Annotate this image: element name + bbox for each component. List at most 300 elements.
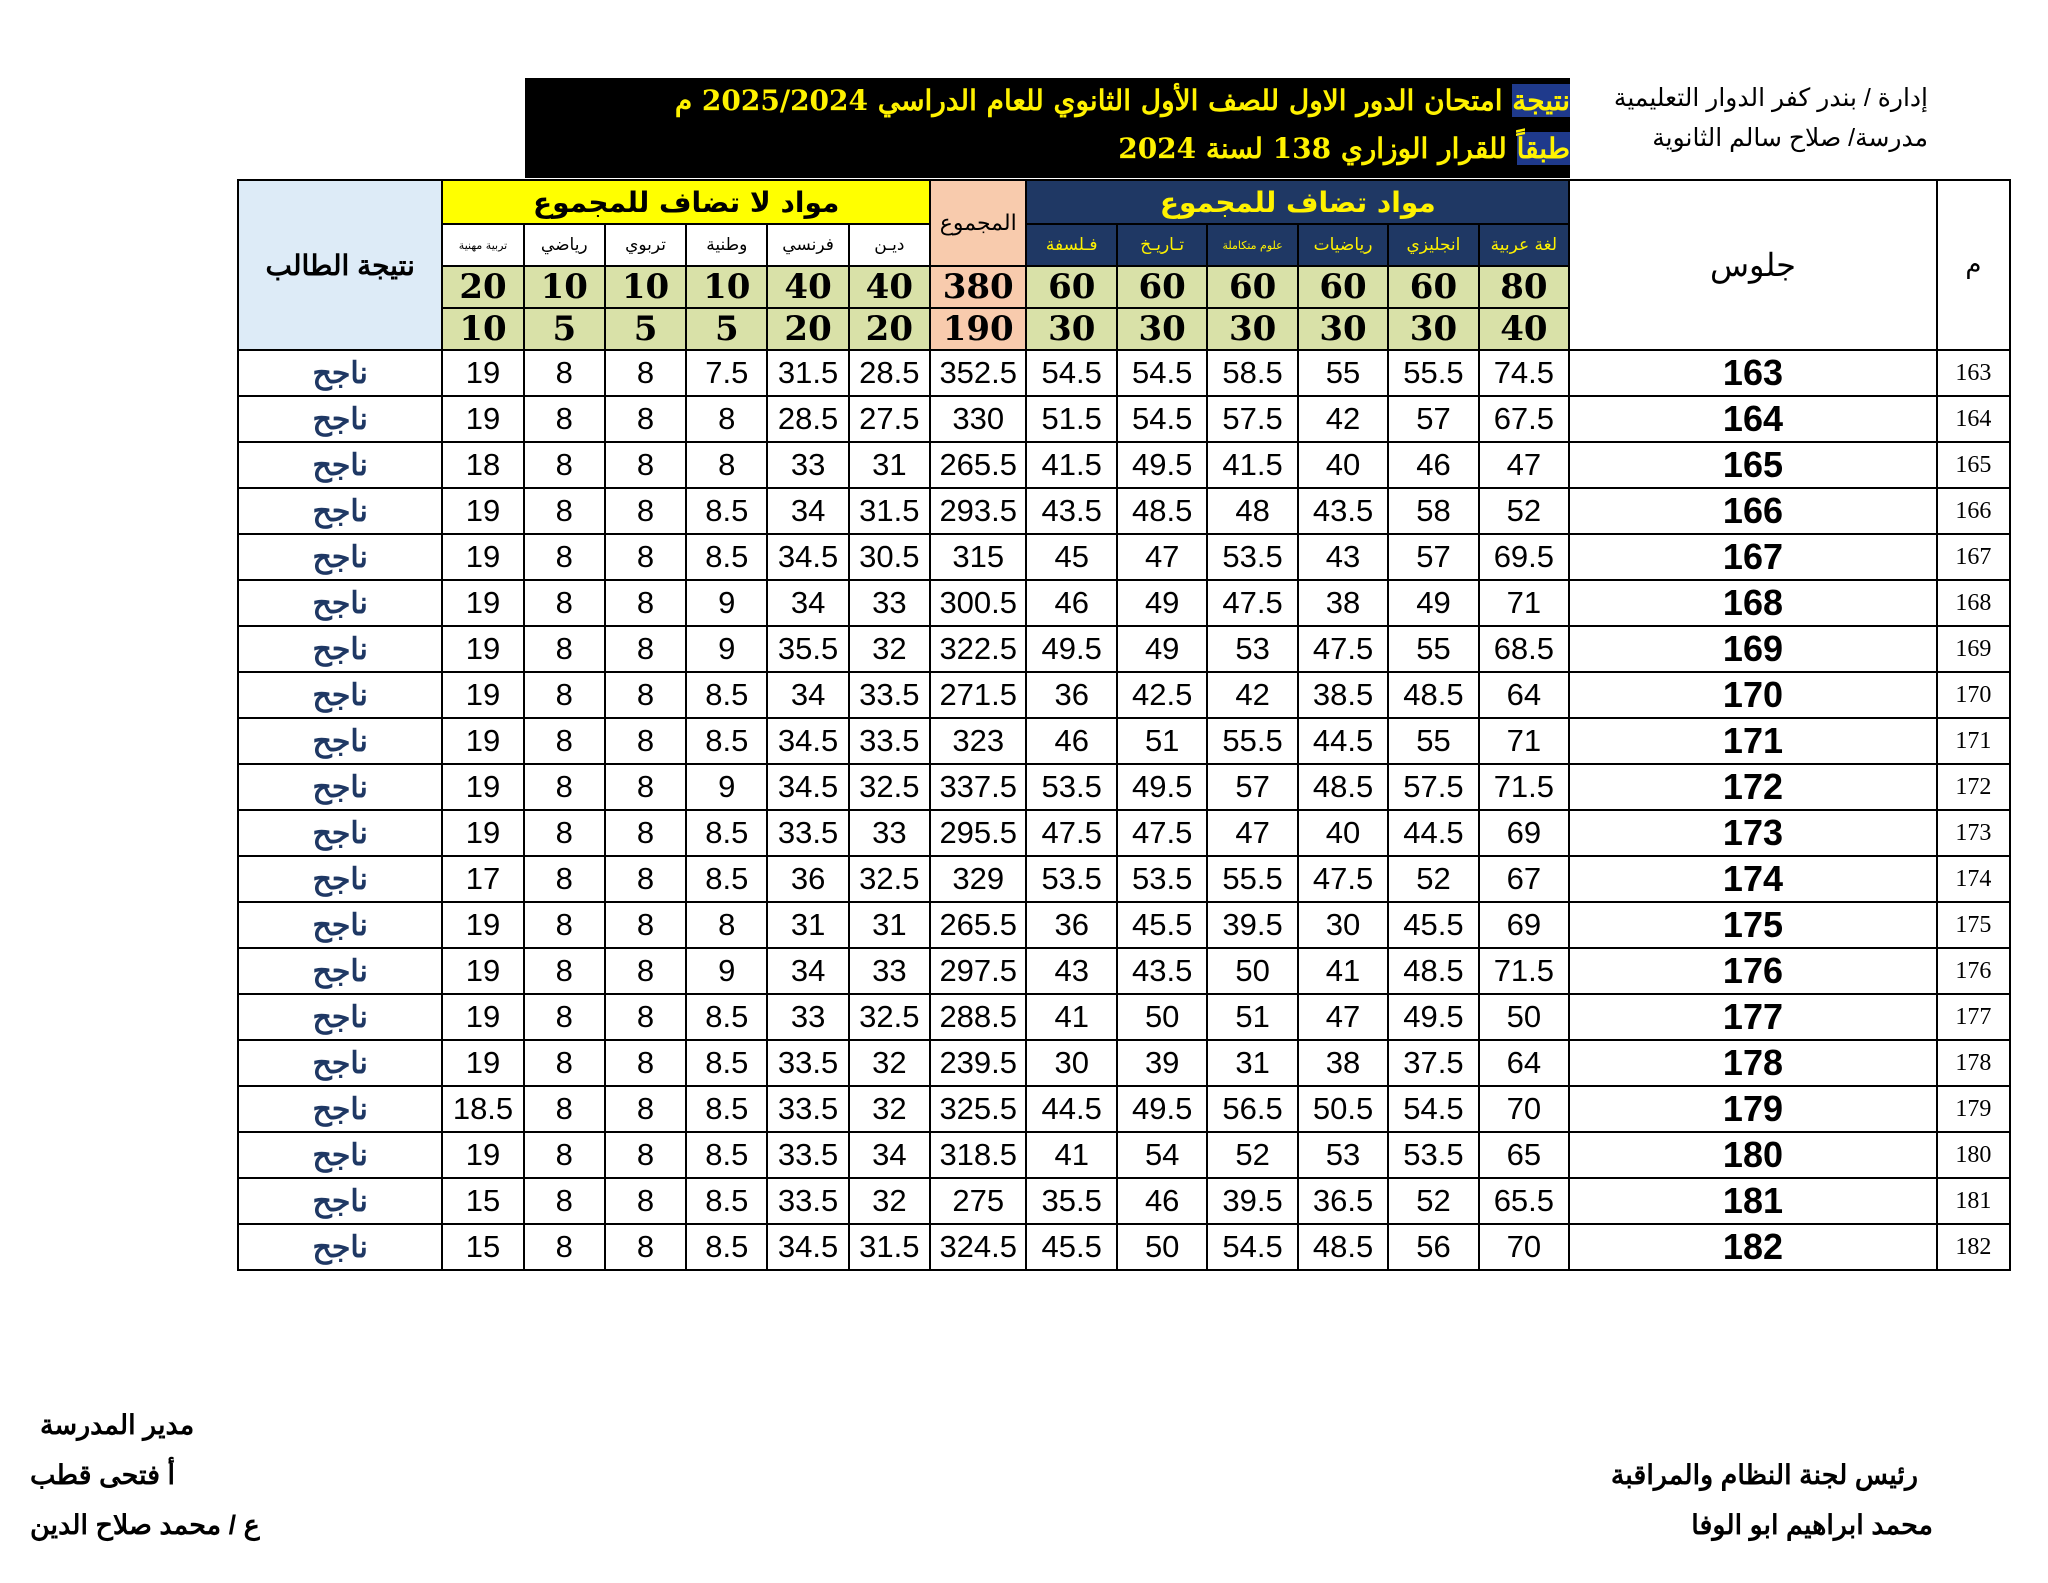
min-mark: 10 [442,308,523,350]
title-banner [525,78,1570,178]
mark-cell: 19 [442,626,523,672]
principal-name: أ فتحى قطب [30,1460,176,1490]
seat-number: 171 [1569,718,1937,764]
mark-cell: 58 [1388,488,1478,534]
mark-cell: 9 [686,764,767,810]
seat-number: 168 [1569,580,1937,626]
mark-cell: 53 [1298,1132,1388,1178]
table-row [238,948,2010,994]
mark-cell: 51 [1117,718,1207,764]
mark-cell: 42.5 [1117,672,1207,718]
mark-cell: 64 [1479,672,1569,718]
mark-cell: 352.5 [930,350,1027,396]
administration-line: إدارة / بندر كفر الدوار التعليمية [1613,84,1928,112]
mark-cell: 43.5 [1117,948,1207,994]
mark-cell: 41 [1026,994,1116,1040]
row-number: 179 [1937,1086,2010,1132]
mark-cell: 8.5 [686,1086,767,1132]
mark-cell: 46 [1026,580,1116,626]
mark-cell: 8 [605,764,686,810]
max-mark: 10 [605,266,686,308]
mark-cell: 8 [524,672,605,718]
seat-number: 165 [1569,442,1937,488]
table-row [238,1224,2010,1270]
mark-cell: 33 [849,580,930,626]
mark-cell: 50 [1117,1224,1207,1270]
mark-cell: 57.5 [1388,764,1478,810]
mark-cell: 8 [524,1178,605,1224]
mark-cell: 9 [686,948,767,994]
mark-cell: 8 [524,442,605,488]
table-row [238,534,2010,580]
mark-cell: 34.5 [767,718,848,764]
row-number: 182 [1937,1224,2010,1270]
max-mark: 60 [1117,266,1207,308]
mark-cell: 33.5 [849,718,930,764]
mark-cell: 31.5 [849,1224,930,1270]
mark-cell: 51 [1207,994,1297,1040]
mark-cell: 8 [524,718,605,764]
max-mark: 60 [1388,266,1478,308]
mark-cell: 52 [1479,488,1569,534]
mark-cell: 9 [686,580,767,626]
student-result: ناجح [238,764,442,810]
max-mark: 40 [767,266,848,308]
student-result: ناجح [238,442,442,488]
mark-cell: 8.5 [686,856,767,902]
mark-cell: 57 [1388,534,1478,580]
row-number: 167 [1937,534,2010,580]
mark-cell: 34.5 [767,534,848,580]
subject-header: تربية مهنية [442,224,523,266]
mark-cell: 323 [930,718,1027,764]
mark-cell: 8 [524,580,605,626]
mark-cell: 49 [1117,626,1207,672]
mark-cell: 47.5 [1117,810,1207,856]
mark-cell: 32 [849,1086,930,1132]
mark-cell: 71 [1479,718,1569,764]
mark-cell: 8.5 [686,994,767,1040]
mark-cell: 44.5 [1026,1086,1116,1132]
mark-cell: 53.5 [1026,856,1116,902]
banner-title: نتيجة امتحان الدور الاول للصف الأول الثانوي للعام الدراسي 2025/2024 م [674,84,1570,117]
mark-cell: 47.5 [1207,580,1297,626]
mark-cell: 8 [524,902,605,948]
mark-cell: 49 [1388,580,1478,626]
mark-cell: 322.5 [930,626,1027,672]
mark-cell: 288.5 [930,994,1027,1040]
mark-cell: 19 [442,948,523,994]
min-mark: 20 [767,308,848,350]
mark-cell: 57 [1207,764,1297,810]
row-number: 172 [1937,764,2010,810]
mark-cell: 41.5 [1207,442,1297,488]
column-header-number: م [1937,180,2010,350]
row-number: 169 [1937,626,2010,672]
mark-cell: 40 [1298,442,1388,488]
mark-cell: 19 [442,718,523,764]
mark-cell: 9 [686,626,767,672]
mark-cell: 49.5 [1026,626,1116,672]
mark-cell: 48 [1207,488,1297,534]
student-result: ناجح [238,810,442,856]
mark-cell: 49.5 [1117,764,1207,810]
mark-cell: 8 [686,442,767,488]
mark-cell: 74.5 [1479,350,1569,396]
table-row [238,1086,2010,1132]
mark-cell: 8 [605,1178,686,1224]
student-result: ناجح [238,1178,442,1224]
mark-cell: 47.5 [1298,856,1388,902]
mark-cell: 7.5 [686,350,767,396]
mark-cell: 8.5 [686,718,767,764]
mark-cell: 47 [1117,534,1207,580]
mark-cell: 32 [849,1178,930,1224]
mark-cell: 34.5 [767,764,848,810]
subject-header: تـاريـخ [1117,224,1207,266]
mark-cell: 19 [442,1040,523,1086]
mark-cell: 34 [849,1132,930,1178]
mark-cell: 56 [1388,1224,1478,1270]
mark-cell: 19 [442,350,523,396]
student-result: ناجح [238,626,442,672]
row-number: 181 [1937,1178,2010,1224]
mark-cell: 33.5 [767,1040,848,1086]
table-row [238,994,2010,1040]
max-mark: 10 [686,266,767,308]
student-result: ناجح [238,350,442,396]
mark-cell: 35.5 [1026,1178,1116,1224]
student-result: ناجح [238,994,442,1040]
mark-cell: 19 [442,672,523,718]
mark-cell: 8.5 [686,1132,767,1178]
seat-number: 176 [1569,948,1937,994]
mark-cell: 32.5 [849,856,930,902]
mark-cell: 41 [1026,1132,1116,1178]
mark-cell: 54.5 [1117,350,1207,396]
mark-cell: 8 [605,488,686,534]
mark-cell: 65.5 [1479,1178,1569,1224]
mark-cell: 8 [524,1086,605,1132]
mark-cell: 47.5 [1026,810,1116,856]
min-mark: 5 [605,308,686,350]
mark-cell: 46 [1388,442,1478,488]
mark-cell: 45.5 [1026,1224,1116,1270]
table-row [238,488,2010,534]
mark-cell: 324.5 [930,1224,1027,1270]
mark-cell: 271.5 [930,672,1027,718]
mark-cell: 8 [605,902,686,948]
mark-cell: 8 [524,396,605,442]
mark-cell: 33 [849,948,930,994]
mark-cell: 8 [605,396,686,442]
mark-cell: 48.5 [1298,1224,1388,1270]
max-mark: 380 [930,266,1027,308]
group-not-added-subjects: مواد لا تضاف للمجموع [442,180,930,224]
min-mark: 20 [849,308,930,350]
mark-cell: 19 [442,902,523,948]
mark-cell: 8 [605,350,686,396]
mark-cell: 31 [1207,1040,1297,1086]
max-mark: 40 [849,266,930,308]
mark-cell: 15 [442,1178,523,1224]
mark-cell: 28.5 [767,396,848,442]
mark-cell: 8 [524,1040,605,1086]
mark-cell: 17 [442,856,523,902]
table-row [238,580,2010,626]
student-result: ناجح [238,718,442,764]
seat-number: 175 [1569,902,1937,948]
mark-cell: 36.5 [1298,1178,1388,1224]
mark-cell: 19 [442,810,523,856]
mark-cell: 43 [1026,948,1116,994]
mark-cell: 49 [1117,580,1207,626]
mark-cell: 68.5 [1479,626,1569,672]
mark-cell: 53.5 [1388,1132,1478,1178]
results-table [237,179,2011,1271]
mark-cell: 265.5 [930,442,1027,488]
committee-head-name: محمد ابراهيم ابو الوفا [1691,1510,1933,1540]
column-header-total: المجموع [930,180,1027,266]
row-number: 170 [1937,672,2010,718]
mark-cell: 8 [605,856,686,902]
mark-cell: 71.5 [1479,764,1569,810]
mark-cell: 36 [767,856,848,902]
mark-cell: 8 [605,718,686,764]
mark-cell: 34.5 [767,1224,848,1270]
mark-cell: 8 [605,994,686,1040]
mark-cell: 47 [1207,810,1297,856]
mark-cell: 45 [1026,534,1116,580]
mark-cell: 33 [767,442,848,488]
seat-number: 179 [1569,1086,1937,1132]
mark-cell: 53.5 [1026,764,1116,810]
max-mark: 10 [524,266,605,308]
min-mark: 30 [1207,308,1297,350]
student-result: ناجح [238,856,442,902]
mark-cell: 48.5 [1298,764,1388,810]
mark-cell: 43.5 [1298,488,1388,534]
mark-cell: 49.5 [1117,442,1207,488]
mark-cell: 19 [442,994,523,1040]
mark-cell: 69 [1479,902,1569,948]
min-mark: 30 [1298,308,1388,350]
mark-cell: 58.5 [1207,350,1297,396]
student-result: ناجح [238,672,442,718]
mark-cell: 30.5 [849,534,930,580]
mark-cell: 65 [1479,1132,1569,1178]
mark-cell: 54.5 [1026,350,1116,396]
mark-cell: 32 [849,1040,930,1086]
table-row [238,672,2010,718]
student-result: ناجح [238,534,442,580]
subject-header: فرنسي [767,224,848,266]
mark-cell: 31.5 [849,488,930,534]
max-mark: 20 [442,266,523,308]
student-result: ناجح [238,1224,442,1270]
mark-cell: 325.5 [930,1086,1027,1132]
mark-cell: 50 [1117,994,1207,1040]
mark-cell: 15 [442,1224,523,1270]
mark-cell: 36 [1026,902,1116,948]
mark-cell: 52 [1388,1178,1478,1224]
mark-cell: 19 [442,580,523,626]
mark-cell: 36 [1026,672,1116,718]
mark-cell: 8 [524,856,605,902]
mark-cell: 275 [930,1178,1027,1224]
column-header-result: نتيجة الطالب [238,180,442,350]
mark-cell: 315 [930,534,1027,580]
mark-cell: 55 [1388,626,1478,672]
mark-cell: 41.5 [1026,442,1116,488]
mark-cell: 71 [1479,580,1569,626]
mark-cell: 8 [605,534,686,580]
seat-number: 178 [1569,1040,1937,1086]
table-row [238,764,2010,810]
mark-cell: 32 [849,626,930,672]
mark-cell: 28.5 [849,350,930,396]
mark-cell: 50 [1207,948,1297,994]
subject-header: لغة عربية [1479,224,1569,266]
banner-subtitle: طبقاً للقرار الوزاري 138 لسنة 2024 [1118,132,1570,165]
mark-cell: 67.5 [1479,396,1569,442]
mark-cell: 55.5 [1207,718,1297,764]
mark-cell: 38 [1298,1040,1388,1086]
mark-cell: 8.5 [686,488,767,534]
mark-cell: 329 [930,856,1027,902]
mark-cell: 37.5 [1388,1040,1478,1086]
mark-cell: 31.5 [767,350,848,396]
mark-cell: 8 [524,810,605,856]
subject-header: ديـن [849,224,930,266]
mark-cell: 33.5 [767,1086,848,1132]
min-mark: 30 [1026,308,1116,350]
seat-number: 174 [1569,856,1937,902]
student-result: ناجح [238,1086,442,1132]
subject-header: رياضي [524,224,605,266]
row-number: 178 [1937,1040,2010,1086]
mark-cell: 293.5 [930,488,1027,534]
mark-cell: 47 [1298,994,1388,1040]
mark-cell: 44.5 [1388,810,1478,856]
mark-cell: 48.5 [1117,488,1207,534]
committee-head-title: رئيس لجنة النظام والمراقبة [1610,1460,1918,1490]
mark-cell: 32.5 [849,994,930,1040]
max-mark: 60 [1026,266,1116,308]
mark-cell: 34 [767,948,848,994]
mark-cell: 19 [442,764,523,810]
min-mark: 5 [686,308,767,350]
column-header-seat: جلوس [1569,180,1937,350]
mark-cell: 53 [1207,626,1297,672]
student-result: ناجح [238,948,442,994]
min-mark: 5 [524,308,605,350]
row-number: 168 [1937,580,2010,626]
mark-cell: 49.5 [1388,994,1478,1040]
mark-cell: 33.5 [767,1178,848,1224]
seat-number: 163 [1569,350,1937,396]
mark-cell: 56.5 [1207,1086,1297,1132]
mark-cell: 40 [1298,810,1388,856]
mark-cell: 8 [605,1132,686,1178]
table-row [238,902,2010,948]
mark-cell: 30 [1298,902,1388,948]
mark-cell: 19 [442,488,523,534]
table-row [238,442,2010,488]
mark-cell: 19 [442,396,523,442]
table-row [238,1178,2010,1224]
mark-cell: 8 [524,994,605,1040]
mark-cell: 8 [524,1224,605,1270]
mark-cell: 34 [767,488,848,534]
mark-cell: 54 [1117,1132,1207,1178]
mark-cell: 8.5 [686,534,767,580]
min-mark: 30 [1388,308,1478,350]
mark-cell: 55.5 [1207,856,1297,902]
group-added-subjects: مواد تضاف للمجموع [1026,180,1569,224]
mark-cell: 8 [605,948,686,994]
mark-cell: 8.5 [686,1178,767,1224]
subject-header: تربوي [605,224,686,266]
mark-cell: 51.5 [1026,396,1116,442]
subject-header: انجليزي [1388,224,1478,266]
mark-cell: 39.5 [1207,902,1297,948]
mark-cell: 46 [1026,718,1116,764]
mark-cell: 69.5 [1479,534,1569,580]
mark-cell: 55 [1298,350,1388,396]
deputy-name: ع / محمد صلاح الدين [30,1510,260,1540]
mark-cell: 47 [1479,442,1569,488]
mark-cell: 8.5 [686,810,767,856]
mark-cell: 46 [1117,1178,1207,1224]
seat-number: 170 [1569,672,1937,718]
subject-header: رياضيات [1298,224,1388,266]
row-number: 163 [1937,350,2010,396]
mark-cell: 50.5 [1298,1086,1388,1132]
mark-cell: 52 [1207,1132,1297,1178]
mark-cell: 33 [767,994,848,1040]
min-mark: 190 [930,308,1027,350]
mark-cell: 8 [605,672,686,718]
max-mark: 60 [1207,266,1297,308]
mark-cell: 64 [1479,1040,1569,1086]
principal-title: مدير المدرسة [40,1410,195,1440]
mark-cell: 8.5 [686,672,767,718]
min-mark: 30 [1117,308,1207,350]
subject-header: فـلسفة [1026,224,1116,266]
mark-cell: 27.5 [849,396,930,442]
seat-number: 172 [1569,764,1937,810]
mark-cell: 265.5 [930,902,1027,948]
seat-number: 180 [1569,1132,1937,1178]
row-number: 177 [1937,994,2010,1040]
student-result: ناجح [238,1132,442,1178]
table-row [238,626,2010,672]
administration-header [1548,78,1928,158]
seat-number: 164 [1569,396,1937,442]
school-line: مدرسة/ صلاح سالم الثانوية [1652,124,1928,152]
mark-cell: 41 [1298,948,1388,994]
mark-cell: 44.5 [1298,718,1388,764]
mark-cell: 38.5 [1298,672,1388,718]
mark-cell: 295.5 [930,810,1027,856]
mark-cell: 42 [1207,672,1297,718]
mark-cell: 55.5 [1388,350,1478,396]
table-row [238,1132,2010,1178]
table-row [238,718,2010,764]
table-row [238,856,2010,902]
mark-cell: 45.5 [1388,902,1478,948]
